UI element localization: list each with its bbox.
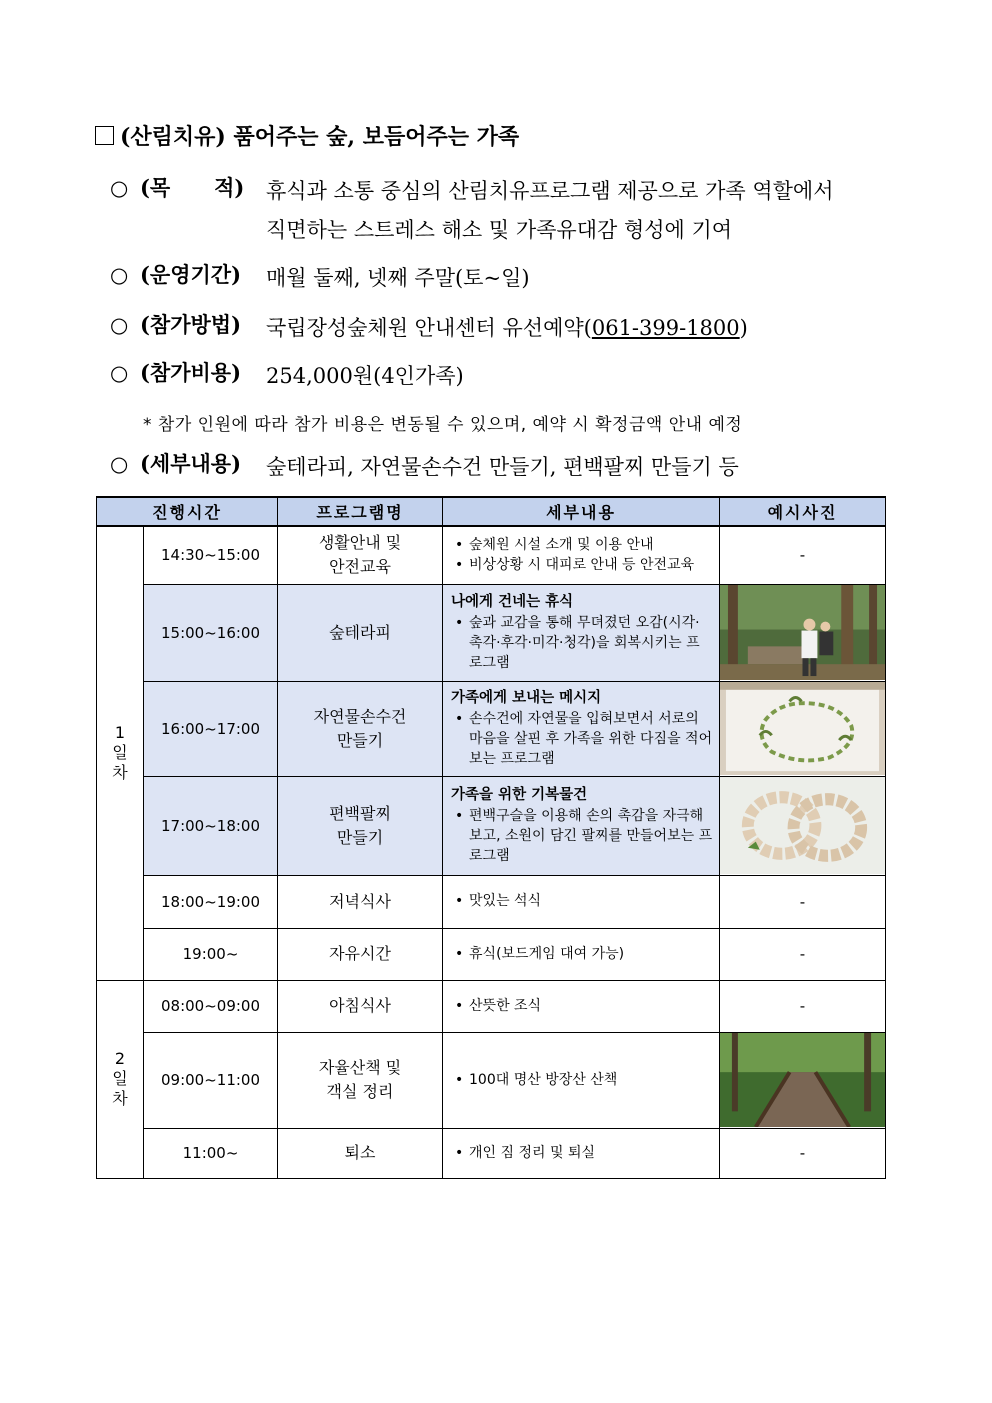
details-item: ○ (세부내용) xyxy=(110,451,242,476)
detail-bullet: • 100대 명산 방장산 산책 xyxy=(469,1070,713,1090)
program-name-cell: 아침식사 xyxy=(278,980,443,1032)
cost-note: * 참가 인원에 따라 참가 비용은 변동될 수 있으며, 예약 시 확정금액 안내 예정 xyxy=(143,415,743,435)
program-name-cell: 편백팔찌 만들기 xyxy=(278,776,443,875)
detail-cell xyxy=(443,681,720,776)
detail-cell xyxy=(443,1032,720,1128)
purpose-line2: 직면하는 스트레스 해소 및 가족유대감 형성에 기여 xyxy=(266,218,733,242)
trail-photo xyxy=(720,1033,885,1127)
program-name-cell: 저녁식사 xyxy=(278,875,443,928)
purpose-line1: 휴식과 소통 중심의 산림치유프로그램 제공으로 가족 역할에서 xyxy=(266,179,834,203)
photo-empty-cell: - xyxy=(720,875,886,928)
phone-number: 061-399-1800 xyxy=(591,316,740,340)
photo-cell xyxy=(720,681,886,776)
period-text: 매월 둘째, 넷째 주말(토~일) xyxy=(266,266,530,290)
time-cell: 08:00~09:00 xyxy=(144,980,278,1032)
photo-empty-cell: - xyxy=(720,526,886,584)
detail-bullet: • 비상상황 시 대피로 안내 등 안전교육 xyxy=(469,555,713,575)
time-cell: 11:00~ xyxy=(144,1128,278,1178)
program-name-cell: 자연물손수건 만들기 xyxy=(278,681,443,776)
detail-heading: 가족을 위한 기복물건 xyxy=(451,786,588,803)
detail-cell xyxy=(443,980,720,1032)
table-row xyxy=(97,776,886,875)
time-cell: 16:00~17:00 xyxy=(144,681,278,776)
table-row xyxy=(97,980,886,1032)
detail-bullet: • 손수건에 자연물을 입혀보면서 서로의 마음을 살핀 후 가족을 위한 다짐을 적어보는 프로그램 xyxy=(469,709,713,770)
time-cell: 09:00~11:00 xyxy=(144,1032,278,1128)
table-row xyxy=(97,584,886,681)
day2-label: 2 일 차 xyxy=(97,980,144,1178)
header-detail: 세부내용 xyxy=(443,497,720,526)
cost-text: 254,000원(4인가족) xyxy=(266,364,464,388)
detail-cell xyxy=(443,928,720,980)
detail-bullet: • 숲체원 시설 소개 및 이용 안내 xyxy=(469,535,713,555)
photo-cell xyxy=(720,584,886,681)
forest-photo xyxy=(720,585,885,680)
detail-cell xyxy=(443,584,720,681)
photo-cell xyxy=(720,776,886,875)
program-name-cell: 생활안내 및 안전교육 xyxy=(278,526,443,584)
checkbox-square-icon xyxy=(95,126,114,145)
page-title: (산림치유) 품어주는 숲, 보듬어주는 가족 xyxy=(95,120,519,151)
time-cell: 18:00~19:00 xyxy=(144,875,278,928)
detail-bullet: • 편백구슬을 이용해 손의 촉감을 자극해보고, 소원이 담긴 팔찌를 만들어보는 프로그램 xyxy=(469,806,713,867)
header-photo: 예시사진 xyxy=(720,497,886,526)
detail-bullet: • 휴식(보드게임 대여 가능) xyxy=(469,944,713,964)
program-name-cell: 숲테라피 xyxy=(278,584,443,681)
header-program: 프로그램명 xyxy=(278,497,443,526)
period-item: ○ (운영기간) xyxy=(110,262,242,287)
detail-heading: 가족에게 보내는 메시지 xyxy=(451,689,602,706)
handkerchief-photo xyxy=(720,682,885,775)
detail-cell xyxy=(443,1128,720,1178)
cost-item: ○ (참가비용) xyxy=(110,360,242,385)
table-row xyxy=(97,1128,886,1178)
detail-bullet: • 산뜻한 조식 xyxy=(469,996,713,1016)
table-row xyxy=(97,526,886,584)
program-name-cell: 자율산책 및 객실 정리 xyxy=(278,1032,443,1128)
purpose-item: ○ (목 적) xyxy=(110,175,245,200)
header-time: 진행시간 xyxy=(97,497,278,526)
time-cell: 15:00~16:00 xyxy=(144,584,278,681)
detail-bullet: • 맛있는 석식 xyxy=(469,891,713,911)
method-item: ○ (참가방법) xyxy=(110,312,242,337)
detail-cell xyxy=(443,776,720,875)
photo-empty-cell: - xyxy=(720,980,886,1032)
table-row xyxy=(97,928,886,980)
time-cell: 14:30~15:00 xyxy=(144,526,278,584)
detail-cell xyxy=(443,875,720,928)
photo-empty-cell: - xyxy=(720,928,886,980)
detail-cell xyxy=(443,526,720,584)
time-cell: 17:00~18:00 xyxy=(144,776,278,875)
table-row xyxy=(97,1032,886,1128)
detail-bullet: • 숲과 교감을 통해 무뎌졌던 오감(시각·촉각·후각·미각·청각)을 회복시키는 프로그램 xyxy=(469,613,713,674)
photo-empty-cell: - xyxy=(720,1128,886,1178)
photo-cell xyxy=(720,1032,886,1128)
table-row xyxy=(97,875,886,928)
bracelet-photo xyxy=(720,777,885,874)
program-name-cell: 퇴소 xyxy=(278,1128,443,1178)
details-text: 숲테라피, 자연물손수건 만들기, 편백팔찌 만들기 등 xyxy=(266,455,739,479)
detail-bullet: • 개인 짐 정리 및 퇴실 xyxy=(469,1143,713,1163)
program-name-cell: 자유시간 xyxy=(278,928,443,980)
detail-heading: 나에게 건네는 휴식 xyxy=(451,593,574,610)
day1-label: 1 일 차 xyxy=(97,526,144,980)
table-header-row xyxy=(97,497,886,526)
time-cell: 19:00~ xyxy=(144,928,278,980)
program-table xyxy=(96,496,886,1179)
table-row xyxy=(97,681,886,776)
method-text: 국립장성숲체원 안내센터 유선예약(061-399-1800) xyxy=(266,316,748,340)
